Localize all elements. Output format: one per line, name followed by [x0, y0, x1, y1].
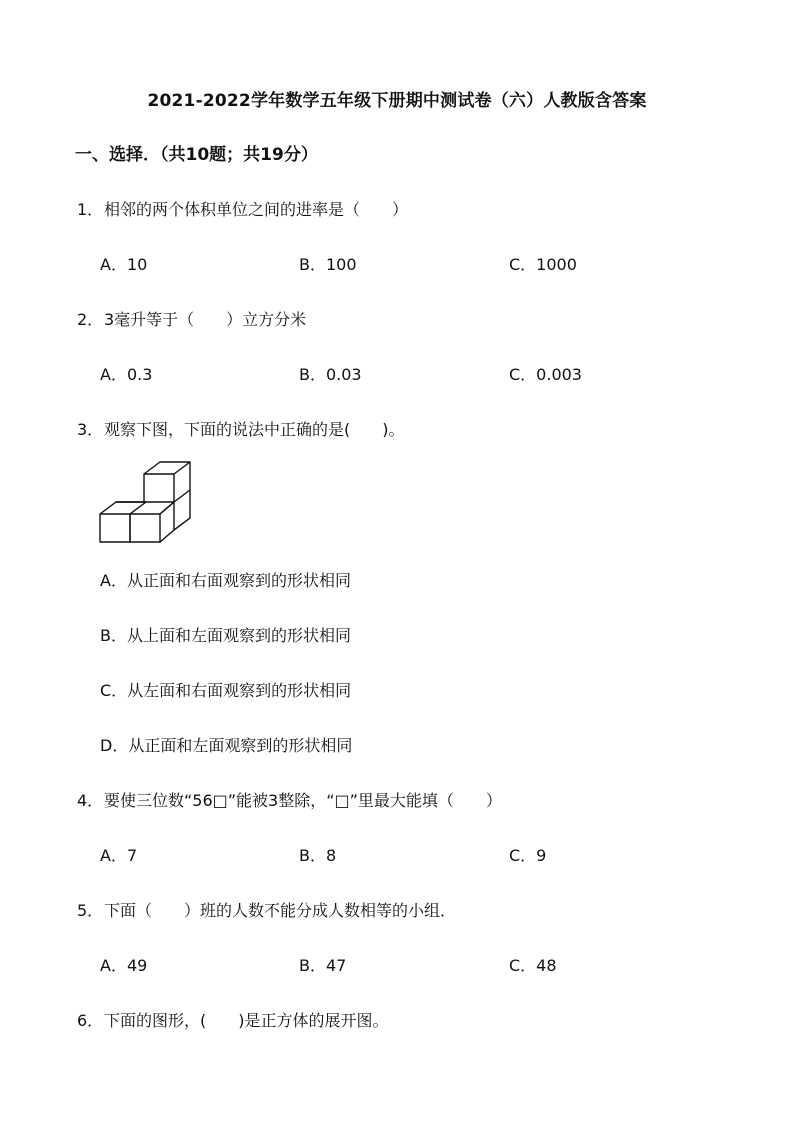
question-text: 下面（ ）班的人数不能分成人数相等的小组．: [104, 901, 457, 920]
question-4: [77, 788, 502, 811]
q1-option-a[interactable]: A．10: [100, 255, 148, 274]
section-heading: 一、选择．（共10题；共19分）: [75, 145, 318, 165]
question-text: 下面的图形，( )是正方体的展开图。: [104, 1011, 389, 1030]
question-3: [77, 417, 405, 440]
question-6: [77, 1008, 389, 1031]
q3-option-b[interactable]: B．从上面和左面观察到的形状相同: [100, 626, 351, 645]
question-text: 相邻的两个体积单位之间的进率是（ ）: [104, 200, 409, 219]
question-5: [77, 898, 456, 921]
page-title: 2021-2022学年数学五年级下册期中测试卷（六）人教版含答案: [147, 91, 647, 111]
q1-option-b[interactable]: B．100: [299, 255, 357, 274]
cube-stack-illustration: [98, 460, 194, 544]
question-text: 观察下图，下面的说法中正确的是( )。: [104, 420, 405, 439]
cube-stack-figure: [98, 460, 194, 548]
q2-option-b[interactable]: B．0.03: [299, 365, 362, 384]
question-text: 3毫升等于（ ）立方分米: [104, 310, 307, 329]
q1-option-c[interactable]: C．1000: [509, 255, 577, 274]
q2-option-a[interactable]: A．0.3: [100, 365, 153, 384]
q4-option-c[interactable]: C．9: [509, 846, 547, 865]
q5-option-a[interactable]: A．49: [100, 956, 148, 975]
q5-option-c[interactable]: C．48: [509, 956, 557, 975]
question-number: 6．: [77, 1011, 104, 1030]
question-number: 1．: [77, 200, 104, 219]
q3-option-a[interactable]: A．从正面和右面观察到的形状相同: [100, 571, 351, 590]
question-number: 5．: [77, 901, 104, 920]
q2-option-c[interactable]: C．0.003: [509, 365, 582, 384]
question-number: 3．: [77, 420, 104, 439]
question-number: 4．: [77, 791, 104, 810]
question-2: [77, 307, 306, 330]
q3-option-c[interactable]: C．从左面和右面观察到的形状相同: [100, 681, 352, 700]
q4-option-b[interactable]: B．8: [299, 846, 337, 865]
question-1: [77, 197, 408, 220]
q5-option-b[interactable]: B．47: [299, 956, 347, 975]
q3-option-d[interactable]: D．从正面和左面观察到的形状相同: [100, 736, 353, 755]
q4-option-a[interactable]: A．7: [100, 846, 138, 865]
question-number: 2．: [77, 310, 104, 329]
question-text: 要使三位数“56□”能被3整除，“□”里最大能填（ ）: [104, 791, 502, 810]
